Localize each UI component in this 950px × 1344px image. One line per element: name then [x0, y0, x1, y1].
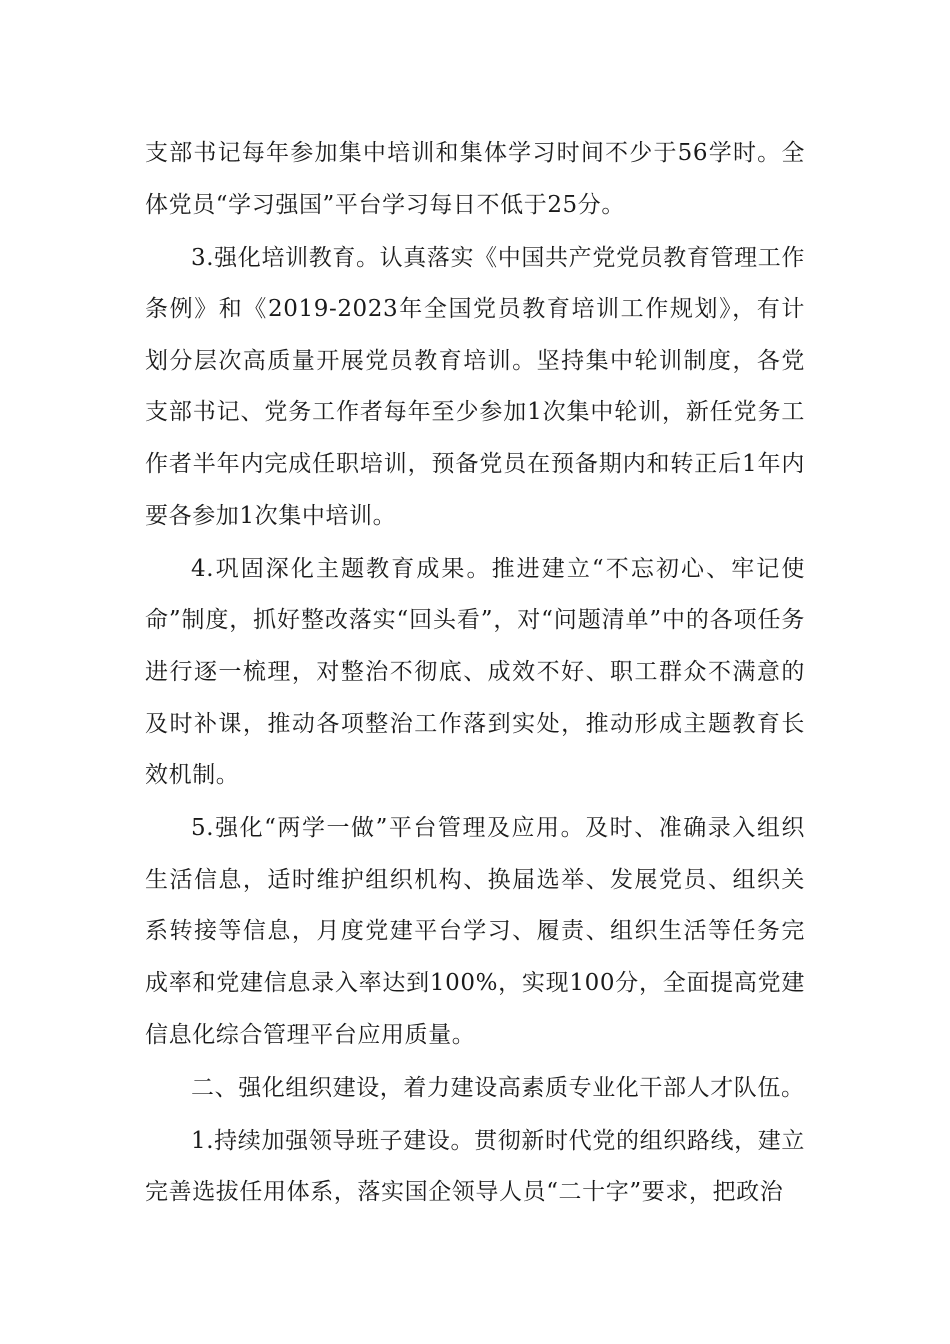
document-body: [145, 128, 805, 1220]
paragraph-platform-management: 5.强化“两学一做”平台管理及应用。及时、准确录入组织生活信息，适时维护组织机构、换届选举、发展党员、组织关系转接等信息，月度党建平台学习、履责、组织生活等任务完成率和党建信息录入率达到100%，实现100分，全面提高党建信息化综合管理平台应用质量。: [145, 815, 805, 1048]
section-heading-organization: 二、强化组织建设，着力建设高素质专业化干部人才队伍。: [191, 1074, 805, 1101]
paragraph-continuation: 支部书记每年参加集中培训和集体学习时间不少于56学时。全体党员“学习强国”平台学习每日不低于25分。: [145, 140, 805, 218]
paragraph-leadership-building: 1.持续加强领导班子建设。贯彻新时代党的组织路线，建立完善选拔任用体系，落实国企领导人员“二十字”要求，把政治: [145, 1127, 805, 1206]
paragraph-training-education: 3.强化培训教育。认真落实《中国共产党党员教育管理工作条例》和《2019-2023年全国党员教育培训工作规划》，有计划分层次高质量开展党员教育培训。坚持集中轮训制度，各党支部书记、党务工作者每年至少参加1次集中轮训，新任党务工作者半年内完成任职培训，预备党员在预备期内和转正后1年内要各参加1次集中培训。: [145, 244, 805, 529]
paragraph-theme-education: 4.巩固深化主题教育成果。推进建立“不忘初心、牢记使命”制度，抓好整改落实“回头看”，对“问题清单”中的各项任务进行逐一梳理，对整治不彻底、成效不好、职工群众不满意的及时补课，推动各项整治工作落到实处，推动形成主题教育长效机制。: [145, 555, 805, 789]
